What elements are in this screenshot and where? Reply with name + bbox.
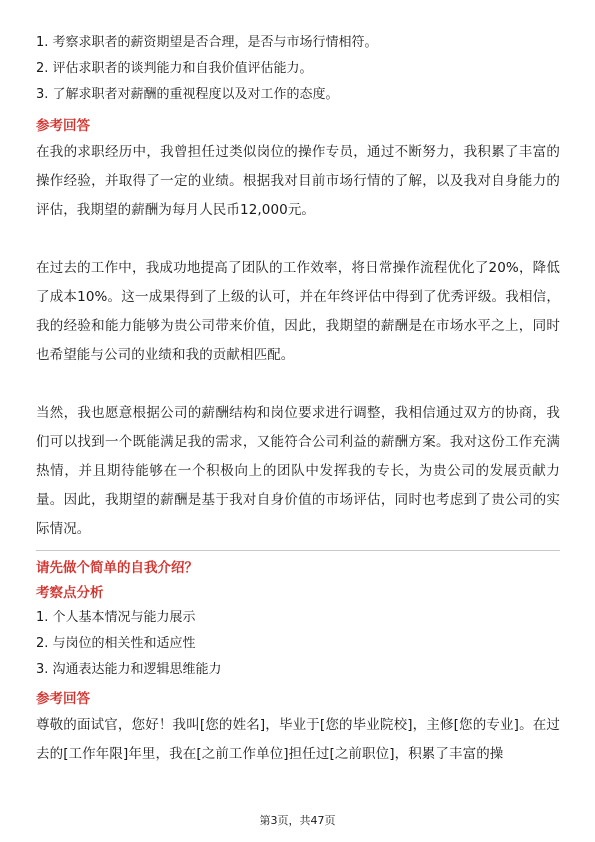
interview-question: 请先做个简单的自我介绍？	[36, 560, 198, 576]
answer-paragraph-2: 在过去的工作中，我成功地提高了团队的工作效率，将日常操作流程优化了20%，降低了成本10%。这一成果得到了上级的认可，并在年终评估中得到了优秀评级。我相信，我的经验和能力能够为贵公司带来价值，因此，我期望的薪酬是在市场水平之上，同时也希望能与公司的业绩和我的贡献相匹配。	[36, 260, 560, 363]
reference-answer-heading-2: 参考回答	[36, 691, 90, 707]
analysis-point-3: 3. 沟通表达能力和逻辑思维能力	[36, 662, 222, 677]
assessment-point-1: 1. 考察求职者的薪资期望是否合理，是否与市场行情相符。	[36, 35, 378, 50]
page-content	[36, 30, 560, 769]
answer-paragraph-3: 当然，我也愿意根据公司的薪酬结构和岗位要求进行调整，我相信通过双方的协商，我们可以找到一个既能满足我的需求，又能符合公司利益的薪酬方案。我对这份工作充满热情，并且期待能够在一个积极向上的团队中发挥我的专长，为贵公司的发展贡献力量。因此，我期望的薪酬是基于我对自身价值的市场评估，同时也考虑到了贵公司的实际情况。	[36, 405, 560, 537]
section-divider	[36, 550, 560, 551]
assessment-point-3: 3. 了解求职者对薪酬的重视程度以及对工作的态度。	[36, 87, 339, 102]
paragraph-spacer	[36, 370, 560, 399]
analysis-point-2: 2. 与岗位的相关性和适应性	[36, 636, 196, 651]
paragraph-spacer	[36, 225, 560, 254]
self-intro-paragraph: 尊敬的面试官，您好！我叫[您的姓名]，毕业于[您的毕业院校]，主修[您的专业]。在过去的[工作年限]年里，我在[之前工作单位]担任过[之前职位]，积累了丰富的操	[36, 717, 560, 762]
analysis-point-1: 1. 个人基本情况与能力展示	[36, 610, 196, 625]
analysis-heading: 考察点分析	[36, 585, 104, 601]
reference-answer-heading: 参考回答	[36, 118, 90, 134]
page-number-footer: 第3页，共47页	[259, 814, 336, 827]
assessment-point-2: 2. 评估求职者的谈判能力和自我价值评估能力。	[36, 61, 313, 76]
answer-paragraph-1: 在我的求职经历中，我曾担任过类似岗位的操作专员，通过不断努力，我积累了丰富的操作经验，并取得了一定的业绩。根据我对目前市场行情的了解，以及我对自身能力的评估，我期望的薪酬为每月人民币12,000元。	[36, 144, 560, 218]
